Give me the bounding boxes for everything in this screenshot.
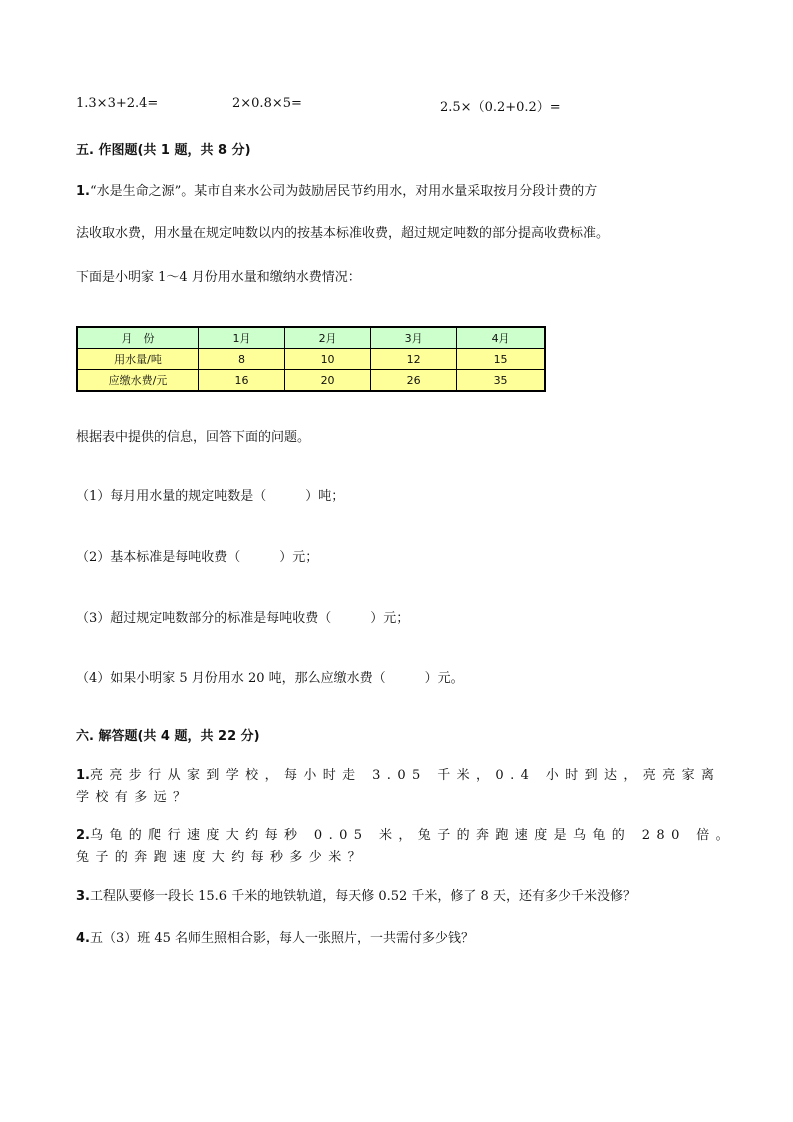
sub-question-4: （4）如果小明家 5 月份用水 20 吨，那么应缴水费（ ）元。	[76, 671, 464, 686]
sub-question-2: （2）基本标准是每吨收费（ ）元；	[76, 550, 319, 565]
table-cell: 用水量/吨	[77, 349, 199, 370]
question-6-1-line-1	[76, 764, 720, 783]
section-6-heading: 六. 解答题(共 4 题，共 22 分)	[76, 729, 260, 744]
table-header-cell: 3月	[371, 327, 457, 349]
question-text: 乌龟的爬行速度大约每秒 0.05 米，兔子的奔跑速度是乌龟的 280 倍。	[89, 828, 736, 843]
question-text: 五（3）班 45 名师生照相合影，每人一张照片，一共需付多少钱？	[89, 931, 475, 946]
question-number: 2.	[76, 828, 90, 843]
question-6-3	[76, 885, 636, 904]
table-header-cell: 4月	[457, 327, 545, 349]
sub-question-1: （1）每月用水量的规定吨数是（ ）吨；	[76, 489, 345, 504]
question-text: 亮亮步行从家到学校，每小时走 3.05 千米，0.4 小时到达，亮亮家离	[89, 768, 721, 783]
table-cell: 12	[371, 349, 457, 370]
table-header-cell: 1月	[199, 327, 285, 349]
table-cell: 应缴水费/元	[77, 370, 199, 392]
table-cell: 20	[285, 370, 371, 392]
table-cell: 10	[285, 349, 371, 370]
calc-expression-3: 2.5×（0.2+0.2）=	[440, 100, 561, 115]
calc-expression-2: 2×0.8×5=	[232, 96, 302, 111]
table-cell: 26	[371, 370, 457, 392]
table-cell: 16	[199, 370, 285, 392]
table-row	[77, 349, 545, 370]
question-5-1-line-2: 法收取水费，用水量在规定吨数以内的按基本标准收费，超过规定吨数的部分提高收费标准。	[76, 226, 610, 241]
question-5-1-line-3: 下面是小明家 1～4 月份用水量和缴纳水费情况：	[76, 270, 361, 285]
water-fee-table	[76, 326, 546, 392]
question-6-2-line-1	[76, 824, 735, 843]
question-number: 3.	[76, 889, 90, 904]
calc-expression-1: 1.3×3+2.4=	[76, 96, 159, 111]
question-number: 1.	[76, 184, 90, 199]
question-6-1-line-2: 学校有多远？	[76, 790, 193, 805]
question-number: 1.	[76, 768, 90, 783]
question-text: 工程队要修一段长 15.6 千米的地铁轨道，每天修 0.52 千米，修了 8 天，还有多少千米没修？	[89, 889, 636, 904]
table-header-cell: 月 份	[77, 327, 199, 349]
question-6-4	[76, 927, 474, 946]
table-cell: 35	[457, 370, 545, 392]
table-header-row	[77, 327, 545, 349]
question-number: 4.	[76, 931, 90, 946]
sub-question-3: （3）超过规定吨数部分的标准是每吨收费（ ）元；	[76, 611, 410, 626]
table-cell: 15	[457, 349, 545, 370]
section-5-heading: 五. 作图题(共 1 题，共 8 分)	[76, 143, 251, 158]
table-row	[77, 370, 545, 392]
question-6-2-line-2: 兔子的奔跑速度大约每秒多少米？	[76, 850, 368, 865]
question-text: “水是生命之源”。某市自来水公司为鼓励居民节约用水，对用水量采取按月分段计费的方	[89, 184, 598, 199]
table-prompt: 根据表中提供的信息，回答下面的问题。	[76, 430, 311, 445]
table-header-cell: 2月	[285, 327, 371, 349]
table-cell: 8	[199, 349, 285, 370]
question-5-1-line-1	[76, 180, 597, 199]
